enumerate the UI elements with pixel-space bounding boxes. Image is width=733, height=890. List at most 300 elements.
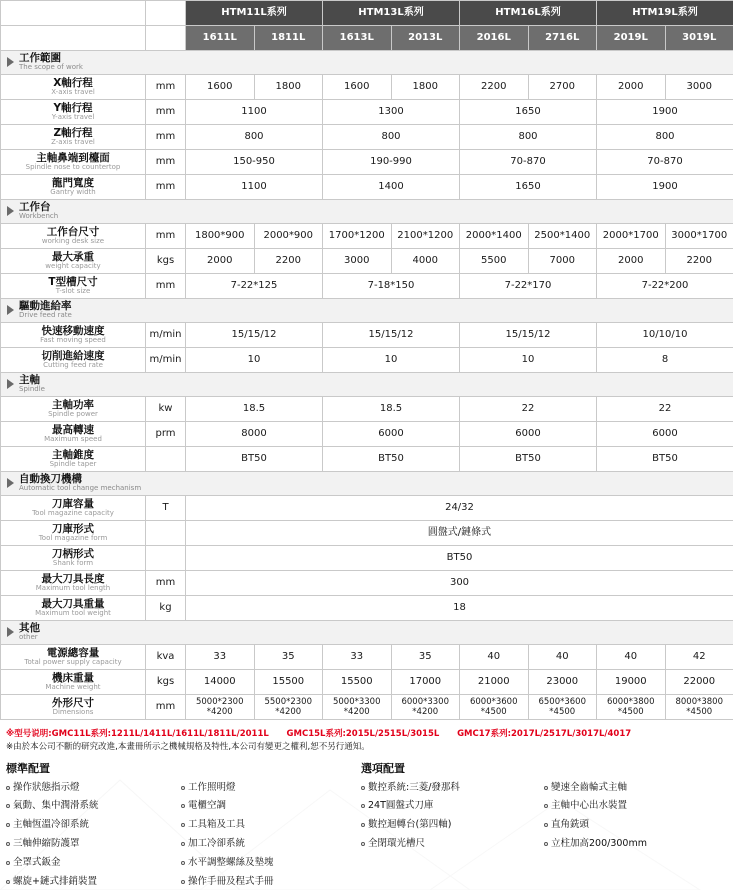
chevron-right-icon (7, 478, 14, 488)
section-row (1, 51, 733, 75)
config-item-label: 操作狀態指示燈 (13, 781, 80, 793)
spec-value-cell: 35 (391, 645, 460, 670)
spec-value-cell: 6000*3800 *4500 (597, 695, 666, 720)
spec-value-cell: BT50 (460, 447, 597, 472)
group-header-0: HTM11L系列 (186, 1, 323, 26)
spec-unit-cell: m/min (146, 348, 186, 373)
spec-value-cell: 1650 (460, 100, 597, 125)
config-item (6, 838, 181, 850)
spec-value-cell: 10 (323, 348, 460, 373)
spec-label-cell (1, 348, 146, 373)
spec-row (1, 175, 733, 200)
spec-label-zh: 刀庫形式 (52, 523, 94, 536)
spec-label-zh: 主軸功率 (52, 399, 94, 412)
table-header (1, 1, 733, 51)
spec-value-cell: 22 (460, 397, 597, 422)
spec-unit-cell: mm (146, 695, 186, 720)
spec-value-cell: 40 (597, 645, 666, 670)
note-gap-2 (439, 728, 457, 741)
spec-label-cell (1, 670, 146, 695)
spec-value-cell: BT50 (597, 447, 733, 472)
header-model-row (1, 26, 733, 51)
spec-label-en: Z-axis travel (51, 138, 95, 147)
spec-row (1, 249, 733, 274)
spec-value-cell: 300 (186, 571, 733, 596)
chevron-right-icon (7, 627, 14, 637)
spec-value-cell: 33 (186, 645, 255, 670)
spec-label-cell (1, 571, 146, 596)
spec-row (1, 546, 733, 571)
standard-config-block (6, 760, 361, 888)
section-row (1, 472, 733, 496)
config-item-label: 氣動、集中潤滑系統 (13, 800, 99, 812)
optional-config-block (361, 760, 727, 888)
spec-label-zh: Y軸行程 (53, 102, 93, 115)
config-item (6, 800, 181, 812)
spec-value-cell: 15500 (254, 670, 323, 695)
spec-value-cell: 6000*3300 *4200 (391, 695, 460, 720)
config-item (6, 819, 181, 831)
config-item-label: 數控系統:三菱/發那科 (368, 781, 460, 793)
spec-value-cell: 圓盤式/鏈條式 (186, 521, 733, 546)
spec-value-cell: 1800 (254, 75, 323, 100)
spec-row (1, 274, 733, 299)
model-header-2-0: 2016L (460, 26, 529, 51)
spec-label-cell (1, 521, 146, 546)
spec-unit-cell: kw (146, 397, 186, 422)
model-header-3-1: 3019L (665, 26, 733, 51)
spec-label-zh: 切削進給速度 (41, 350, 105, 363)
note-item-0: GMC11L系列:1211L/1411L/1611L/1811L/2011L (51, 729, 269, 739)
spec-label-zh: 最高轉速 (52, 424, 94, 437)
spec-value-cell: 24/32 (186, 496, 733, 521)
spec-value-cell: 15/15/12 (323, 323, 460, 348)
config-item-label: 操作手冊及程式手冊 (188, 875, 274, 887)
spec-label-en: T-slot size (55, 287, 91, 296)
spec-value-cell: 1100 (186, 175, 323, 200)
spec-row (1, 695, 733, 720)
spec-value-cell: 22000 (665, 670, 733, 695)
spec-label-en: Shank form (52, 559, 94, 568)
spec-unit-cell: kg (146, 596, 186, 621)
spec-value-cell: 7-18*150 (323, 274, 460, 299)
section-header-cell (1, 621, 733, 645)
spec-row (1, 596, 733, 621)
spec-label-cell (1, 546, 146, 571)
spec-label-cell (1, 224, 146, 249)
spec-label-cell (1, 695, 146, 720)
config-item-label: 工具箱及工具 (188, 819, 246, 831)
spec-row (1, 100, 733, 125)
spec-value-cell: 1400 (323, 175, 460, 200)
section-title-en: Automatic tool change mechanism (19, 484, 142, 493)
spec-value-cell: 6000 (460, 422, 597, 447)
spec-value-cell: 3000 (665, 75, 733, 100)
spec-unit-cell: kva (146, 645, 186, 670)
section-title-en: Workbench (19, 212, 59, 221)
spec-label-cell (1, 323, 146, 348)
spec-value-cell: 2700 (528, 75, 597, 100)
spec-label-en: Dimensions (52, 708, 94, 717)
spec-value-cell: 8000*3800 *4500 (665, 695, 733, 720)
model-header-1-0: 1613L (323, 26, 392, 51)
spec-unit-cell: mm (146, 175, 186, 200)
config-item (6, 876, 181, 888)
bullet-icon (181, 823, 185, 827)
bullet-icon (6, 804, 10, 808)
config-item-label: 水平調整螺絲及墊塊 (188, 857, 274, 868)
spec-value-cell: 7-22*125 (186, 274, 323, 299)
config-item (361, 819, 544, 831)
spec-value-cell: 2500*1400 (528, 224, 597, 249)
spec-label-cell (1, 422, 146, 447)
spec-label-en: Cutting feed rate (43, 361, 103, 370)
bullet-icon (361, 804, 365, 808)
spec-label-zh: 最大刀具重量 (41, 598, 105, 611)
config-item (181, 800, 356, 812)
spec-value-cell: 18.5 (323, 397, 460, 422)
section-row (1, 299, 733, 323)
chevron-right-icon (7, 206, 14, 216)
spec-row (1, 150, 733, 175)
chevron-right-icon (7, 305, 14, 315)
spec-value-cell: 2000*1400 (460, 224, 529, 249)
section-header-cell (1, 472, 733, 496)
spec-value-cell: 2000 (597, 249, 666, 274)
config-item (361, 838, 544, 850)
config-item-label: 主軸中心出水裝置 (551, 800, 628, 812)
spec-value-cell: 14000 (186, 670, 255, 695)
spec-label-en: weight capacity (45, 262, 101, 271)
spec-value-cell: 70-870 (460, 150, 597, 175)
spec-value-cell: 18 (186, 596, 733, 621)
spec-label-en: X-axis travel (51, 88, 95, 97)
spec-value-cell: 1900 (597, 175, 733, 200)
standard-config-title: 標準配置 (6, 761, 50, 775)
bullet-icon (6, 842, 10, 846)
header-blank-unit-2 (146, 26, 186, 51)
config-item-label: 變速全齒輪式主軸 (551, 781, 628, 793)
section-header-cell (1, 51, 733, 75)
bullet-icon (181, 786, 185, 790)
spec-value-cell: 1300 (323, 100, 460, 125)
spec-value-cell: 150-950 (186, 150, 323, 175)
spec-unit-cell: mm (146, 224, 186, 249)
spec-row (1, 422, 733, 447)
spec-value-cell: 800 (460, 125, 597, 150)
spec-label-en: Maximum tool weight (35, 609, 111, 618)
spec-value-cell: 2000*1700 (597, 224, 666, 249)
spec-unit-cell: kgs (146, 249, 186, 274)
spec-value-cell: 18.5 (186, 397, 323, 422)
config-item-label: 螺旋+鏈式排銷裝置 (13, 875, 97, 887)
section-header-cell (1, 200, 733, 224)
spec-row (1, 670, 733, 695)
spec-unit-cell: m/min (146, 323, 186, 348)
spec-label-cell (1, 596, 146, 621)
spec-value-cell: 7-22*170 (460, 274, 597, 299)
spec-unit-cell: T (146, 496, 186, 521)
spec-value-cell: 15/15/12 (460, 323, 597, 348)
spec-value-cell: 35 (254, 645, 323, 670)
spec-label-en: Total power supply capacity (24, 658, 122, 667)
spec-value-cell: 40 (528, 645, 597, 670)
config-item (544, 782, 727, 794)
spec-value-cell: 17000 (391, 670, 460, 695)
spec-value-cell: 8000 (186, 422, 323, 447)
spec-row (1, 521, 733, 546)
header-blank-label-2 (1, 26, 146, 51)
spec-value-cell: 1800*900 (186, 224, 255, 249)
disclaimer-note: ※由於本公司不斷的研究改進,本畫冊所示之機械規格及特性,本公司有變更之權利,恕不另行通知。 (6, 741, 370, 752)
bullet-icon (6, 861, 10, 865)
group-header-1: HTM13L系列 (323, 1, 460, 26)
spec-value-cell: 3000*1700 (665, 224, 733, 249)
spec-value-cell: 5000*2300 *4200 (186, 695, 255, 720)
spec-unit-cell: mm (146, 125, 186, 150)
spec-value-cell: 2000*900 (254, 224, 323, 249)
spec-value-cell: 10 (460, 348, 597, 373)
header-blank-label (1, 1, 146, 26)
group-header-2: HTM16L系列 (460, 1, 597, 26)
spec-row (1, 75, 733, 100)
optional-config-title: 選項配置 (361, 761, 405, 775)
section-row (1, 200, 733, 224)
config-item-label: 全閉環光槽尺 (368, 838, 426, 850)
optional-config-col1 (361, 782, 544, 851)
bullet-icon (361, 786, 365, 790)
spec-unit-cell: mm (146, 150, 186, 175)
model-header-2-1: 2716L (528, 26, 597, 51)
optional-config-col2 (544, 782, 727, 851)
bullet-icon (544, 823, 548, 827)
spec-value-cell: 1900 (597, 100, 733, 125)
section-row (1, 621, 733, 645)
config-item (361, 800, 544, 812)
spec-value-cell: 4000 (391, 249, 460, 274)
spec-label-en: Gantry width (50, 188, 96, 197)
spec-value-cell: 2200 (460, 75, 529, 100)
spec-label-en: Spindle nose to countertop (25, 163, 121, 172)
spec-label-en: working desk size (41, 237, 105, 246)
spec-label-zh: 主軸鼻端到檯面 (36, 152, 110, 165)
section-title-zh: 驅動進給率 (19, 300, 72, 313)
spec-value-cell: 6500*3600 *4500 (528, 695, 597, 720)
section-title-zh: 自動換刀機構 (19, 473, 82, 486)
spec-value-cell: 40 (460, 645, 529, 670)
spec-label-cell (1, 249, 146, 274)
config-item (544, 800, 727, 812)
spec-unit-cell: mm (146, 75, 186, 100)
spec-row (1, 447, 733, 472)
spec-row (1, 224, 733, 249)
note-item-2: GMC17系列:2017L/2517L/3017L/4017 (457, 729, 632, 739)
spec-label-en: Maximum tool length (35, 584, 111, 593)
spec-value-cell: 5000*3300 *4200 (323, 695, 392, 720)
spec-label-zh: 刀庫容量 (52, 498, 94, 511)
spec-label-zh: 電源總容量 (46, 647, 100, 660)
config-item-label: 立柱加高200/300mm (551, 838, 647, 850)
spec-value-cell: 3000 (323, 249, 392, 274)
config-item-label: 三軸伸縮防護罩 (13, 838, 80, 850)
spec-label-zh: 主軸錐度 (52, 449, 94, 462)
spec-value-cell: 8 (597, 348, 733, 373)
spec-value-cell: 6000 (597, 422, 733, 447)
spec-label-zh: 機床重量 (52, 672, 94, 685)
spec-value-cell: 2000 (186, 249, 255, 274)
spec-value-cell: 33 (323, 645, 392, 670)
spec-row (1, 348, 733, 373)
spec-label-en: Tool magazine form (38, 534, 108, 543)
spec-row (1, 125, 733, 150)
spec-label-cell (1, 175, 146, 200)
spec-label-cell (1, 397, 146, 422)
bullet-icon (6, 823, 10, 827)
spec-label-cell (1, 447, 146, 472)
spec-row (1, 323, 733, 348)
spec-label-cell (1, 125, 146, 150)
config-item-label: 電櫃空調 (188, 800, 227, 812)
spec-label-cell (1, 496, 146, 521)
bullet-icon (6, 786, 10, 790)
spec-label-zh: Z軸行程 (53, 127, 93, 140)
config-item (544, 838, 727, 850)
spec-value-cell: BT50 (323, 447, 460, 472)
model-header-0-0: 1611L (186, 26, 255, 51)
spec-row (1, 397, 733, 422)
spec-unit-cell: mm (146, 100, 186, 125)
spec-row (1, 571, 733, 596)
bullet-icon (544, 842, 548, 846)
spec-label-cell (1, 75, 146, 100)
standard-config-col2 (181, 782, 356, 888)
section-title-en: The scope of work (19, 63, 83, 72)
spec-unit-cell (146, 521, 186, 546)
config-item (181, 819, 356, 831)
spec-label-en: Tool magazine capacity (32, 509, 114, 518)
spec-value-cell: 1600 (186, 75, 255, 100)
spec-label-zh: 刀柄形式 (52, 548, 94, 561)
spec-value-cell: 5500 (460, 249, 529, 274)
spec-value-cell: 800 (186, 125, 323, 150)
spec-value-cell: BT50 (186, 447, 323, 472)
spec-row (1, 496, 733, 521)
bullet-icon (181, 880, 185, 884)
spec-label-zh: 快速移動速度 (41, 325, 105, 338)
spec-label-zh: 龍門寬度 (52, 177, 94, 190)
spec-label-en: Spindle power (48, 410, 98, 419)
notes-block (0, 720, 733, 756)
spec-value-cell: 6000 (323, 422, 460, 447)
spec-value-cell: 10/10/10 (597, 323, 733, 348)
spec-value-cell: BT50 (186, 546, 733, 571)
chevron-right-icon (7, 379, 14, 389)
spec-value-cell: 19000 (597, 670, 666, 695)
spec-label-en: Machine weight (45, 683, 101, 692)
spec-label-zh: 最大刀具長度 (41, 573, 105, 586)
spec-label-cell (1, 645, 146, 670)
bullet-icon (544, 786, 548, 790)
model-header-0-1: 1811L (254, 26, 323, 51)
config-item-label: 工作照明燈 (188, 781, 236, 793)
standard-config-col1 (6, 782, 181, 888)
section-title-zh: 工作範圍 (19, 52, 61, 65)
spec-value-cell: 7000 (528, 249, 597, 274)
config-item (544, 819, 727, 831)
spec-unit-cell (146, 546, 186, 571)
header-blank-unit (146, 1, 186, 26)
spec-value-cell: 1650 (460, 175, 597, 200)
bullet-icon (6, 880, 10, 884)
spec-unit-cell: kgs (146, 670, 186, 695)
config-item (181, 782, 356, 794)
spec-label-en: Fast moving speed (40, 336, 106, 345)
spec-label-zh: T型槽尺寸 (48, 276, 98, 289)
spec-value-cell: 5500*2300 *4200 (254, 695, 323, 720)
spec-label-en: Spindle taper (49, 460, 97, 469)
spec-value-cell: 2000 (597, 75, 666, 100)
spec-value-cell: 10 (186, 348, 323, 373)
config-item-label: 加工冷卻系統 (188, 838, 246, 850)
config-item (6, 782, 181, 794)
spec-value-cell: 1700*1200 (323, 224, 392, 249)
spec-value-cell: 42 (665, 645, 733, 670)
spec-value-cell: 190-990 (323, 150, 460, 175)
spec-value-cell: 1600 (323, 75, 392, 100)
bullet-icon (181, 804, 185, 808)
config-item-label: 主軸恆溫冷卻系統 (13, 819, 90, 831)
spec-value-cell: 1800 (391, 75, 460, 100)
group-header-3: HTM19L系列 (597, 1, 733, 26)
spec-value-cell: 2200 (665, 249, 733, 274)
model-code-note (6, 728, 727, 741)
spec-value-cell: 23000 (528, 670, 597, 695)
section-header-cell (1, 299, 733, 323)
bullet-icon (181, 861, 185, 865)
config-item-label: 直角銑頭 (551, 819, 590, 831)
header-group-row (1, 1, 733, 26)
config-item (361, 782, 544, 794)
section-title-en: other (19, 633, 38, 642)
spec-value-cell: 800 (323, 125, 460, 150)
table-body (1, 51, 733, 720)
spec-unit-cell: mm (146, 274, 186, 299)
spec-label-zh: 外形尺寸 (52, 697, 94, 710)
spec-value-cell: 15/15/12 (186, 323, 323, 348)
config-item (181, 857, 356, 869)
spec-label-zh: X軸行程 (53, 77, 93, 90)
section-title-zh: 主軸 (19, 374, 40, 387)
spec-label-zh: 最大承重 (52, 251, 94, 264)
config-item-label: 24T圓盤式刀庫 (368, 800, 434, 812)
note-item-1: GMC15L系列:2015L/2515L/3015L (286, 729, 440, 739)
configuration-section (0, 756, 733, 888)
bullet-icon (181, 842, 185, 846)
spec-label-cell (1, 274, 146, 299)
spec-value-cell: 2200 (254, 249, 323, 274)
spec-value-cell: 22 (597, 397, 733, 422)
spec-label-cell (1, 100, 146, 125)
spec-unit-cell: prm (146, 422, 186, 447)
config-item (6, 857, 181, 869)
spec-unit-cell (146, 447, 186, 472)
spec-row (1, 645, 733, 670)
config-item-label: 全罩式鈑金 (13, 857, 61, 868)
spec-label-cell (1, 150, 146, 175)
config-item-label: 數控迴轉台(第四軸) (368, 819, 452, 831)
spec-value-cell: 21000 (460, 670, 529, 695)
bullet-icon (361, 823, 365, 827)
